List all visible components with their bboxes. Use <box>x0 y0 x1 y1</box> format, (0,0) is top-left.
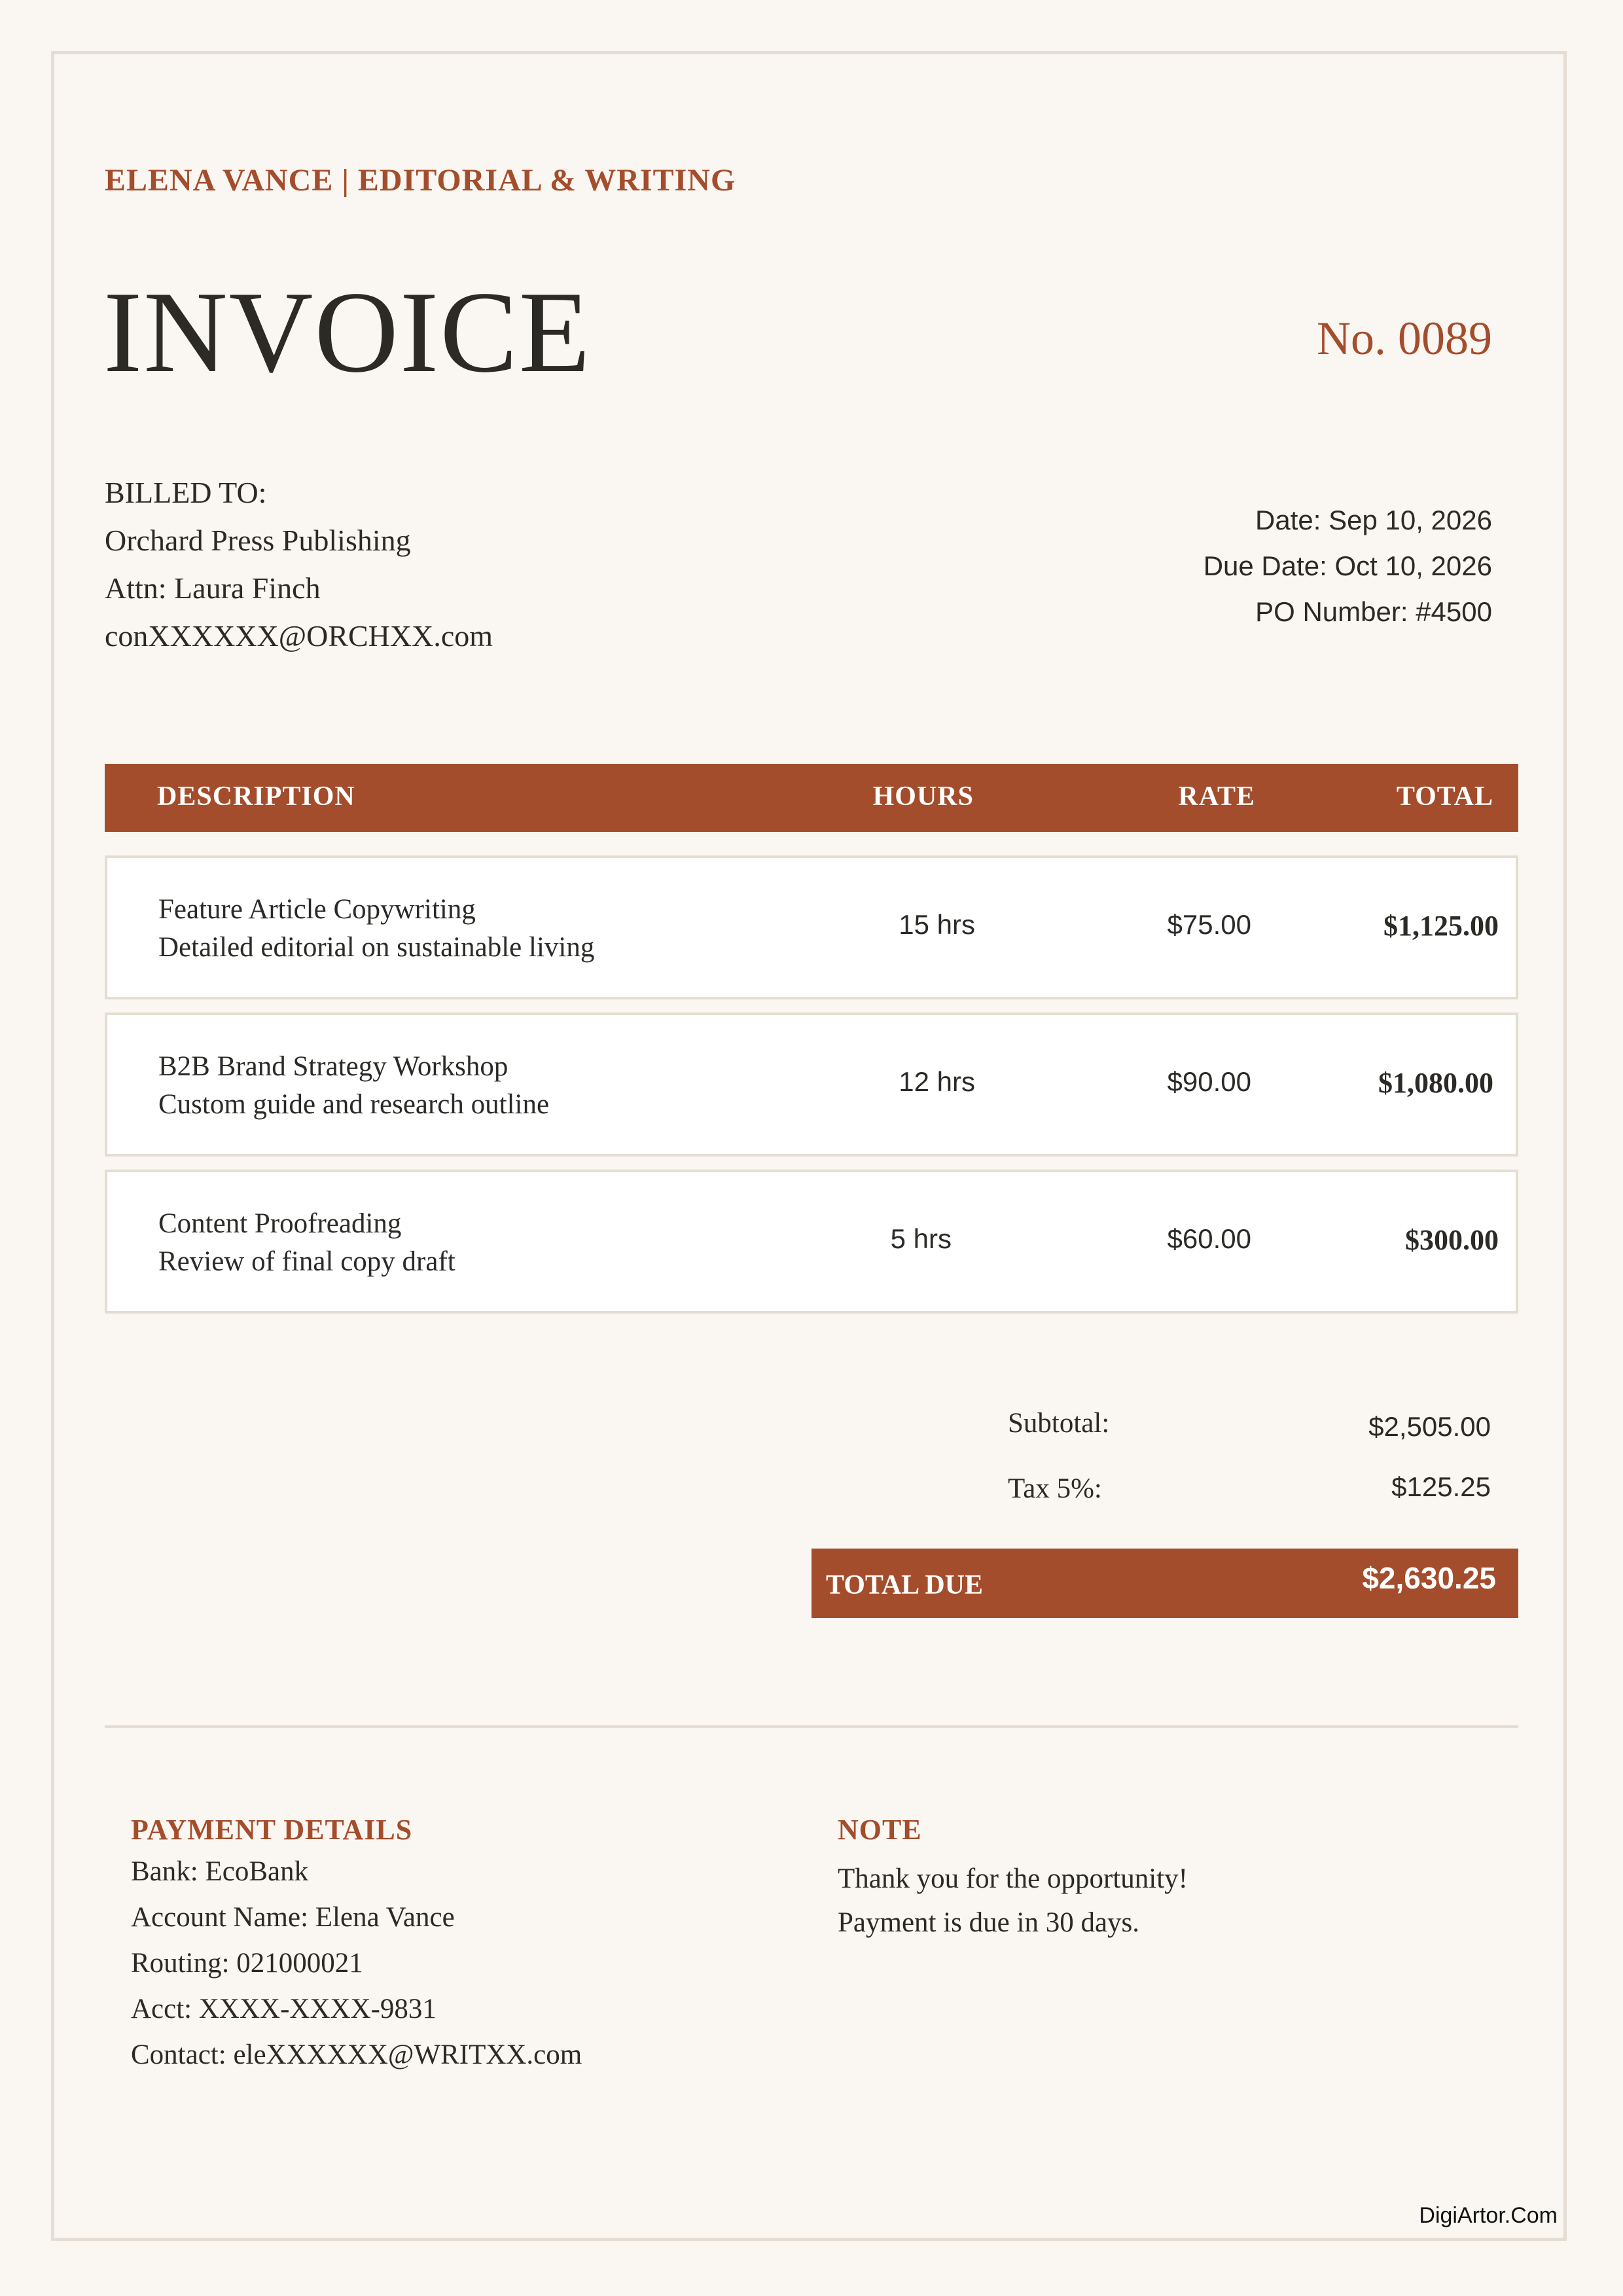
row-title: Content Proofreading <box>158 1208 402 1239</box>
invoice-meta <box>1204 497 1492 635</box>
payment-bank: Bank: EcoBank <box>131 1856 309 1887</box>
row-rate: $90.00 <box>1167 1066 1251 1097</box>
note-text: Thank you for the opportunity! Payment is due in 30 days. <box>838 1863 1188 1938</box>
payment-contact: Contact: eleXXXXXX@WRITXX.com <box>131 2039 582 2070</box>
note-block <box>838 1813 1257 1945</box>
payment-account-name: Account Name: Elena Vance <box>131 1902 455 1933</box>
row-total: $1,125.00 <box>1383 910 1499 942</box>
row-hours: 12 hrs <box>899 1066 975 1097</box>
subtotal-label: Subtotal: <box>1008 1408 1110 1439</box>
row-title: B2B Brand Strategy Workshop <box>158 1051 508 1082</box>
row-detail: Review of final copy draft <box>158 1246 455 1277</box>
tax-value: $125.25 <box>1391 1471 1491 1502</box>
row-detail: Custom guide and research outline <box>158 1089 550 1120</box>
payment-account: Acct: XXXX-XXXX-9831 <box>131 1994 437 2024</box>
billed-to-company: Orchard Press Publishing <box>105 524 411 557</box>
row-total: $1,080.00 <box>1378 1067 1493 1099</box>
invoice-due-date: Due Date: Oct 10, 2026 <box>1203 550 1492 581</box>
invoice-title: INVOICE <box>103 267 592 397</box>
total-due-value: $2,630.25 <box>1362 1561 1496 1595</box>
billed-to-label: BILLED TO: <box>105 476 267 509</box>
table-header <box>105 764 1518 832</box>
payment-heading: PAYMENT DETAILS <box>131 1814 413 1846</box>
invoice-number: No. 0089 <box>1317 312 1492 365</box>
brand-name: ELENA VANCE | EDITORIAL & WRITING <box>105 163 736 198</box>
header-total: TOTAL <box>1396 781 1493 812</box>
payment-details <box>131 1813 582 2078</box>
header-hours: HOURS <box>872 781 974 812</box>
table-row <box>105 855 1518 999</box>
table-row <box>105 1170 1518 1314</box>
total-due-bar <box>812 1549 1518 1618</box>
billed-to-email: conXXXXXX@ORCHXX.com <box>105 619 493 653</box>
row-total: $300.00 <box>1405 1224 1499 1256</box>
row-rate: $60.00 <box>1167 1223 1251 1254</box>
section-divider <box>105 1725 1518 1728</box>
table-row <box>105 1013 1518 1157</box>
total-due-label: TOTAL DUE <box>826 1570 984 1600</box>
tax-label: Tax 5%: <box>1008 1473 1102 1504</box>
subtotal-value: $2,505.00 <box>1368 1411 1491 1442</box>
header-description: DESCRIPTION <box>157 781 355 812</box>
po-number: PO Number: #4500 <box>1255 596 1492 627</box>
billed-to-block <box>105 469 493 660</box>
row-title: Feature Article Copywriting <box>158 894 476 925</box>
billed-to-attn: Attn: Laura Finch <box>105 571 321 605</box>
site-credit: DigiArtor.Com <box>1419 2203 1558 2228</box>
payment-routing: Routing: 021000021 <box>131 1948 363 1979</box>
row-hours: 5 hrs <box>890 1223 952 1254</box>
invoice-date: Date: Sep 10, 2026 <box>1255 505 1492 535</box>
note-heading: NOTE <box>838 1814 922 1846</box>
row-rate: $75.00 <box>1167 909 1251 940</box>
header-rate: RATE <box>1178 781 1255 812</box>
row-detail: Detailed editorial on sustainable living <box>158 932 595 963</box>
row-hours: 15 hrs <box>899 909 975 940</box>
